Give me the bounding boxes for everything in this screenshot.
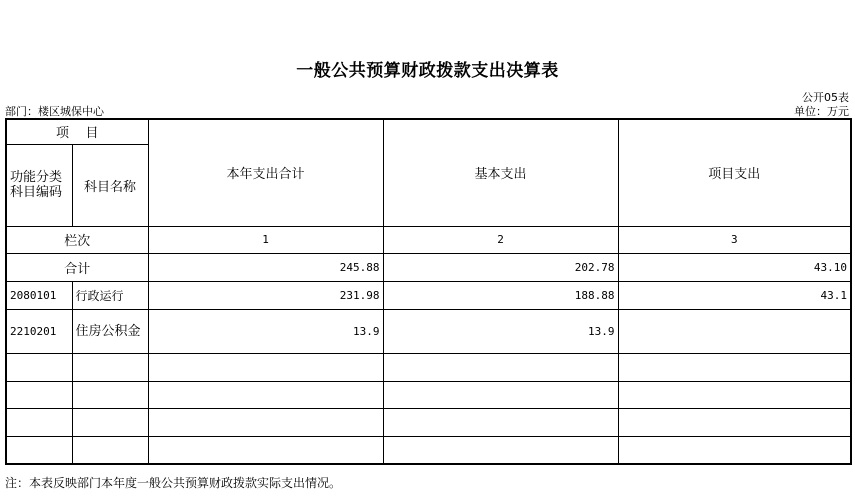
row-code: 2210201	[6, 309, 72, 353]
total-row-project: 43.10	[618, 253, 851, 281]
page-title: 一般公共预算财政拨款支出决算表	[296, 61, 559, 81]
empty-cell	[148, 436, 383, 464]
empty-cell	[148, 408, 383, 436]
empty-cell	[72, 436, 148, 464]
budget-table	[5, 118, 852, 465]
row-total: 231.98	[148, 281, 383, 309]
column-index-label: 栏次	[6, 226, 148, 253]
form-number: 公开05表	[802, 91, 849, 104]
row-name: 住房公积金	[72, 309, 148, 353]
empty-cell	[618, 353, 851, 381]
empty-cell	[72, 408, 148, 436]
row-total: 13.9	[148, 309, 383, 353]
empty-cell	[148, 381, 383, 408]
empty-cell	[383, 381, 618, 408]
unit-label: 单位：万元	[794, 105, 849, 118]
total-row-basic: 202.78	[383, 253, 618, 281]
empty-cell	[618, 436, 851, 464]
header-subject-name: 科目名称	[72, 144, 148, 226]
row-name: 行政运行	[72, 281, 148, 309]
table-row	[6, 309, 851, 353]
row-project	[618, 309, 851, 353]
empty-cell	[618, 381, 851, 408]
footnote: 注：本表反映部门本年度一般公共预算财政拨款实际支出情况。	[5, 476, 342, 490]
total-row-label: 合计	[6, 253, 148, 281]
row-project: 43.1	[618, 281, 851, 309]
empty-cell	[72, 381, 148, 408]
row-basic: 13.9	[383, 309, 618, 353]
column-index-2: 2	[383, 226, 618, 253]
table-row	[6, 281, 851, 309]
row-basic: 188.88	[383, 281, 618, 309]
column-index-3: 3	[618, 226, 851, 253]
header-item: 项 目	[6, 119, 148, 144]
empty-cell	[618, 408, 851, 436]
empty-row	[6, 353, 851, 381]
empty-cell	[383, 408, 618, 436]
empty-cell	[383, 436, 618, 464]
empty-cell	[148, 353, 383, 381]
empty-row	[6, 381, 851, 408]
total-row-total: 245.88	[148, 253, 383, 281]
header-func-code: 功能分类科目编码	[6, 144, 72, 226]
empty-cell	[6, 408, 72, 436]
empty-cell	[6, 353, 72, 381]
empty-cell	[72, 353, 148, 381]
column-index-1: 1	[148, 226, 383, 253]
header-basic: 基本支出	[383, 119, 618, 226]
row-code: 2080101	[6, 281, 72, 309]
empty-cell	[6, 381, 72, 408]
empty-cell	[383, 353, 618, 381]
header-project: 项目支出	[618, 119, 851, 226]
department-label: 部门：楼区城保中心	[5, 105, 104, 118]
empty-cell	[6, 436, 72, 464]
header-total: 本年支出合计	[148, 119, 383, 226]
empty-row	[6, 436, 851, 464]
empty-row	[6, 408, 851, 436]
